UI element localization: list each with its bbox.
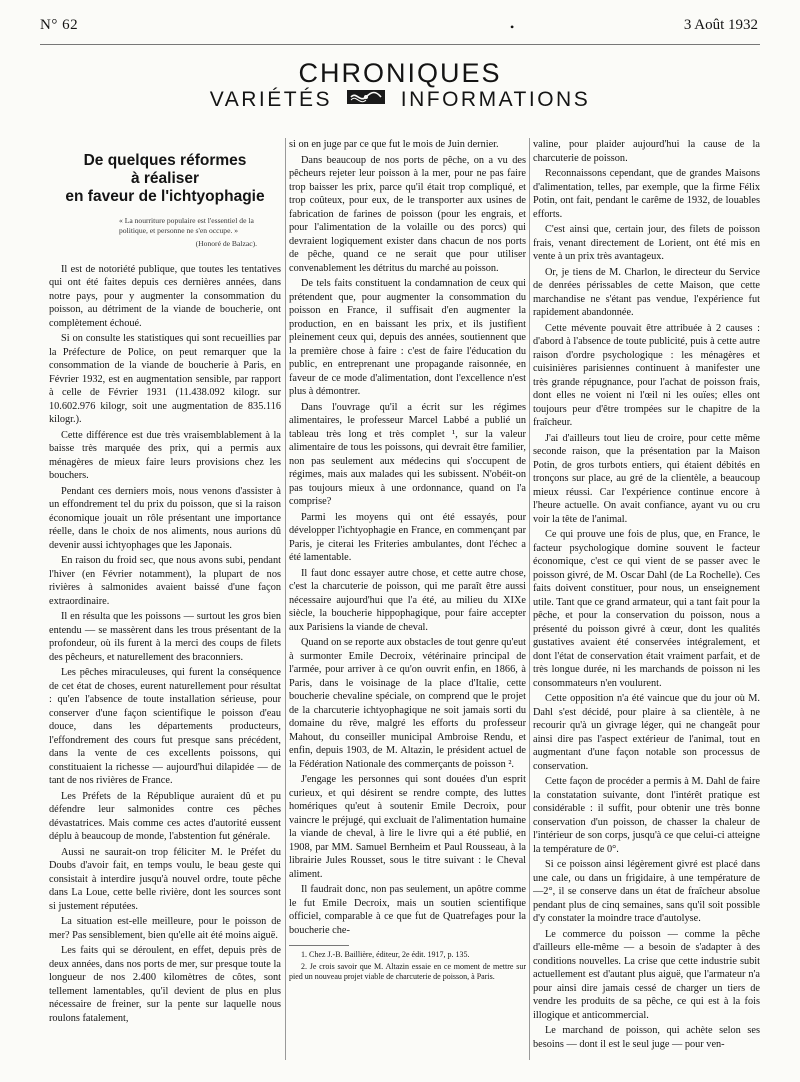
paragraph: Cette opposition n'a été vaincue que du jour où M. Dahl s'est décidé, pour plaire à sa clientèle, à ne recourir qu'à un givrage léger, qui ne changeât pour ainsi dire pas l'aspect extérieur de l'animal, tout en augmentant d'une façon notable son processus de conservation.	[533, 693, 760, 772]
issue-date: 3 Août 1932	[683, 17, 758, 33]
paragraph: Cette mévente pouvait être attribuée à 2 causes : d'abord à l'absence de toute publicité, puis à cette autre raison d'ordre psychologique : les ménagères et cuisinières parisiennes continuent à manifester une très grande répugnance, pour l'achat de poisson frais, dont elles ne voient ni l'œil ni les ouïes; elles ont toujours peur d'être trompées sur le chapitre de la fraîcheur.	[533, 322, 760, 428]
paragraph: Aussi ne saurait-on trop féliciter M. le Préfet du Doubs d'avoir fait, en temps voulu, le beau geste qui consistait à interdire jusqu'à nouvel ordre, toute pêche dans La Loue, cette belle rivière, dont les sources sont si justement réputées.	[49, 846, 281, 912]
article-title-line: à réaliser	[130, 170, 200, 187]
ornament-icon	[346, 88, 386, 112]
footnote: 1. Chez J.-B. Baillière, éditeur, 2e édit. 1917, p. 135.	[301, 950, 470, 959]
paragraph: La situation est-elle meilleure, pour le poisson de mer? Pas sensiblement, bien qu'elle ait été moins aiguë.	[49, 916, 281, 941]
column-divider	[529, 138, 530, 1060]
paragraph: Or, je tiens de M. Charlon, le directeur du Service de denrées périssables de cette Maison, que cette marchandise ne s'étant pas vendue, l'expérience fut rapidement abandonnée.	[533, 266, 760, 318]
paragraph: J'engage les personnes qui sont douées d'un esprit curieux, et qui désirent se rendre compte, des luttes homériques qu'eut à soutenir Emile Decroix, pour vaincre le préjugé, qui excluait de l'alimentation humaine la viande de cheval, à lire le livre qui a été publié, en 1908, par MM. Samuel Bernheim et Paul Rousseau, à la librairie Jules Rousset, sous le titre suivant : le Cheval aliment.	[289, 774, 526, 880]
paragraph: De tels faits constituent la condamnation de ceux qui prétendent que, pour augmenter la consommation du poisson en France, il suffisait d'en augmenter la production, en en baissant les prix, et ils justifient pleinement ceux qui, depuis des années, soutiennent que la première chose à faire : c'est de faire l'éducation du public, en entreprenant une propagande raisonnée, en faveur de ce mode d'alimentation, dont l'excellence n'est plus à démontrer.	[289, 278, 526, 397]
column-divider	[285, 138, 286, 1060]
header-rule	[40, 44, 760, 45]
paragraph: Les Préfets de la République auraient dû et pu défendre leur salmonides contre ces pêches dévastatrices. Mais comme ces actes d'autorité eussent déplu à beaucoup de monde, l'abstention fut générale.	[49, 790, 281, 842]
paragraph: Cette façon de procéder a permis à M. Dahl de faire la constatation suivante, dont l'intérêt pratique est considérable : il suffit, pour obtenir une très bonne conservation d'un poisson, de chasser la chaleur de l'intérieur de son corps, jusqu'à ce que celui-ci atteigne la température de 0°.	[533, 776, 760, 855]
paragraph: Il faudrait donc, non pas seulement, un apôtre comme le fut Emile Decroix, mais un soutien scientifique officiel, comparable à ce que fut de Quatrefages pour la boucherie che-	[289, 884, 526, 936]
footnote-rule	[289, 945, 349, 946]
paragraph: J'ai d'ailleurs tout lieu de croire, pour cette même seconde raison, que la présentation par la Maison Potin, de gros turbots entiers, qui étaient débités en tronçons sur place, au gré de la clientèle, a beaucoup mieux réussi. Car l'expérience continue encore à l'heure actuelle. On avait confiance, ayant vu ou cru voir la tête de l'animal.	[533, 432, 760, 525]
paragraph: Il en résulta que les poissons — surtout les gros bien entendu — se massèrent dans les trous présentant de la profondeur, où ils furent à la merci des coups de filets des pêcheurs, et naturellement des braconniers.	[49, 611, 281, 663]
paragraph: Le marchand de poisson, qui achète selon ses besoins — dont il est le seul juge — pour ven-	[533, 1025, 760, 1050]
paragraph: Ce qui prouve une fois de plus, que, en France, le facteur psychologique domine souvent le facteur économique, c'est ce qui vient de se passer avec le poisson givré, de M. Oscar Dahl (de La Rochelle). Ces faits doivent constituer, pour nous, un enseignement utile. Tant que ce grand armateur, qui a tant fait pour la pêche, et pour la conservation du poisson, nous a présenté du poisson givré à cœur, dont les qualités gustatives avaient été conservées intégralement, et dont l'état de conservation était vraiment parfait, et de très longue durée, ni les marchands de poisson ni les consommateurs n'en voulurent.	[533, 529, 760, 689]
paragraph: Reconnaissons cependant, que de grandes Maisons d'alimentation, telles, par exemple, que la firme Félix Potin, ont fait, pendant le carême de 1932, de louables efforts.	[533, 168, 760, 220]
paragraph: Le commerce du poisson — comme la pêche d'ailleurs elle-même — a besoin de s'adapter à des conditions nouvelles. La crise que cette industrie subit actuellement est d'autant plus aiguë, que l'armateur n'a pour ainsi dire jamais cessé de charger un tiers de vendre les produits de sa pêche, ce qui est à la fois illogique et anticommercial.	[533, 928, 760, 1021]
paragraph: Si ce poisson ainsi légèrement givré est placé dans une cale, ou dans un frigidaire, à une température de —2°, il se conserve dans un état de fraîcheur absolue pendant plus de cinq semaines, sans qu'il soit possible d'y constater la moindre trace d'autolyse.	[533, 859, 760, 924]
paragraph: Dans l'ouvrage qu'il a écrit sur les régimes alimentaires, le professeur Marcel Labbé a publié un tableau très long et très complet ¹, sur la valeur alimentaire de tous les poissons, qui devrait être familier, non pas seulement aux médecins qui s'occupent de régimes, mais aux malades qui les subissent. N'obéit-on pas toujours mieux à une ordonnance, quand on l'a comprise?	[289, 401, 526, 507]
masthead-varietes: VARIÉTÉS	[209, 88, 333, 111]
epigraph: « La nourriture populaire est l'essentiel de la politique, et personne ne s'en occupe. »	[119, 216, 254, 235]
header-dot: •	[510, 20, 515, 34]
column-3	[533, 138, 760, 1060]
paragraph: si on en juge par ce que fut le mois de Juin dernier.	[289, 139, 499, 150]
column-1	[49, 138, 281, 1060]
masthead-chroniques: CHRONIQUES	[298, 58, 502, 88]
issue-number: N° 62	[40, 17, 79, 33]
paragraph: Les pêches miraculeuses, qui furent la conséquence de cet état de choses, eurent naturellement pour résultat : qu'en l'absence de toute installation sérieuse, pour conserver d'une façon scientifique le poisson d'eau douce, dans les départements producteurs, l'effondrement des cours fut presque sans précédent, dans la vente de ces excellents poissons, qui constituaient la richesse — aujourd'hui dilapidée — de tant de nos rivières de France.	[49, 667, 281, 786]
paragraph: Il est de notoriété publique, que toutes les tentatives qui ont été faites depuis ces dernières années, dans notre pays, pour y augmenter la consommation du poisson, au détriment de la viande de boucherie, ont complètement échoué.	[49, 263, 281, 329]
paragraph: valine, pour plaider aujourd'hui la cause de la charcuterie de poisson.	[533, 139, 760, 164]
masthead-informations: INFORMATIONS	[400, 88, 591, 111]
paragraph: Cette différence est due très vraisemblablement à la baisse très marquée des prix, qui a permis aux ménagères de mieux faire leurs provisions chez les bouchers.	[49, 429, 281, 481]
footnote: 2. Je crois savoir que M. Altazin essaie en ce moment de mettre sur pied un nouveau projet viable de charcuterie de poisson, à Paris.	[289, 962, 526, 981]
column-2	[289, 138, 526, 1060]
article-title	[49, 152, 281, 206]
masthead-subtitle	[0, 88, 800, 112]
article-title-line: en faveur de l'ichtyophagie	[65, 188, 265, 205]
paragraph: Dans beaucoup de nos ports de pêche, on a vu des pêcheurs rejeter leur poisson à la mer, pour ne pas faire trop baisser les prix, parce qu'il était trop compliqué, et trop coûteux, pour eux, de le transporter aux usines de fabrication de farines de poisson (pour les engrais, et pour l'alimentation de la volaille ou des porcs) qui devraient logiquement exister dans chacun de nos ports de pêche, quand ce ne serait que pour utiliser convenablement les détritus du marché au poisson.	[289, 154, 526, 274]
paragraph: Il faut donc essayer autre chose, et cette autre chose, c'est la charcuterie de poisson, qui me paraît être aussi nécessaire aujourd'hui que l'a été, au milieu du XIXe siècle, la boucherie hippophagique, pour faire accepter aux Parisiens la viande de cheval.	[289, 567, 526, 633]
paragraph: Parmi les moyens qui ont été essayés, pour développer l'ichtyophagie en France, en commençant par Paris, je citerai les Friteries ambulantes, dont l'échec a été lamentable.	[289, 511, 526, 563]
paragraph: C'est ainsi que, certain jour, des filets de poisson frais, venant directement de Lorient, ont été mis en vente à un prix très avantageux.	[533, 224, 760, 262]
paragraph: En raison du froid sec, que nous avons subi, pendant l'hiver (en Février notamment), la plupart de nos rivières à salmonides avaient baissé d'une façon extraordinaire.	[49, 555, 281, 607]
epigraph-source: (Honoré de Balzac).	[195, 239, 257, 248]
article-title-line: De quelques réformes	[83, 152, 247, 169]
paragraph: Pendant ces derniers mois, nous venons d'assister à un effondrement tel du prix du poisson, que si la raison économique jouait un rôle présentant une importance réelle, dans le choix de nos aliments, nous aurions dû devenir aussi ichtyophages que les Japonais.	[49, 485, 281, 551]
paragraph: Quand on se reporte aux obstacles de tout genre qu'eut à surmonter Emile Decroix, vétérinaire principal de l'armée, pour arriver à ce qu'on ouvrit enfin, en 1866, à Paris, dans le voisinage de la place d'Italie, cette boucherie chevaline spéciale, on comprend que le projet de la charcuterie ichtyophagique ne soit jamais sorti du domaine du rêve, malgré les efforts du professeur Mahout, du conseiller municipal Ambroise Rendu, et enfin, depuis 1903, de M. Altazin, le président actuel de la Fédération Nationale des commerçants de poisson ².	[289, 637, 526, 770]
paragraph: Les faits qui se déroulent, en effet, depuis près de deux années, dans nos ports de mer, sur presque toute la longueur de nos 2.400 kilomètres de côtes, sont tellement lamentables, qu'il devient de plus en plus nécessaire de freiner, sur la pente sur laquelle nous roulons fatalement,	[49, 945, 281, 1024]
paragraph: Si on consulte les statistiques qui sont recueillies par la Préfecture de Police, on peut remarquer que la consommation de la viande de boucherie à Paris, en Février 1932, est en augmentation sensible, par rapport à celle de Février 1931 (11.438.092 kilogr. sur 10.602.976 kilogr, soit une augmentation de 835.116 kilogr.).	[49, 333, 281, 425]
